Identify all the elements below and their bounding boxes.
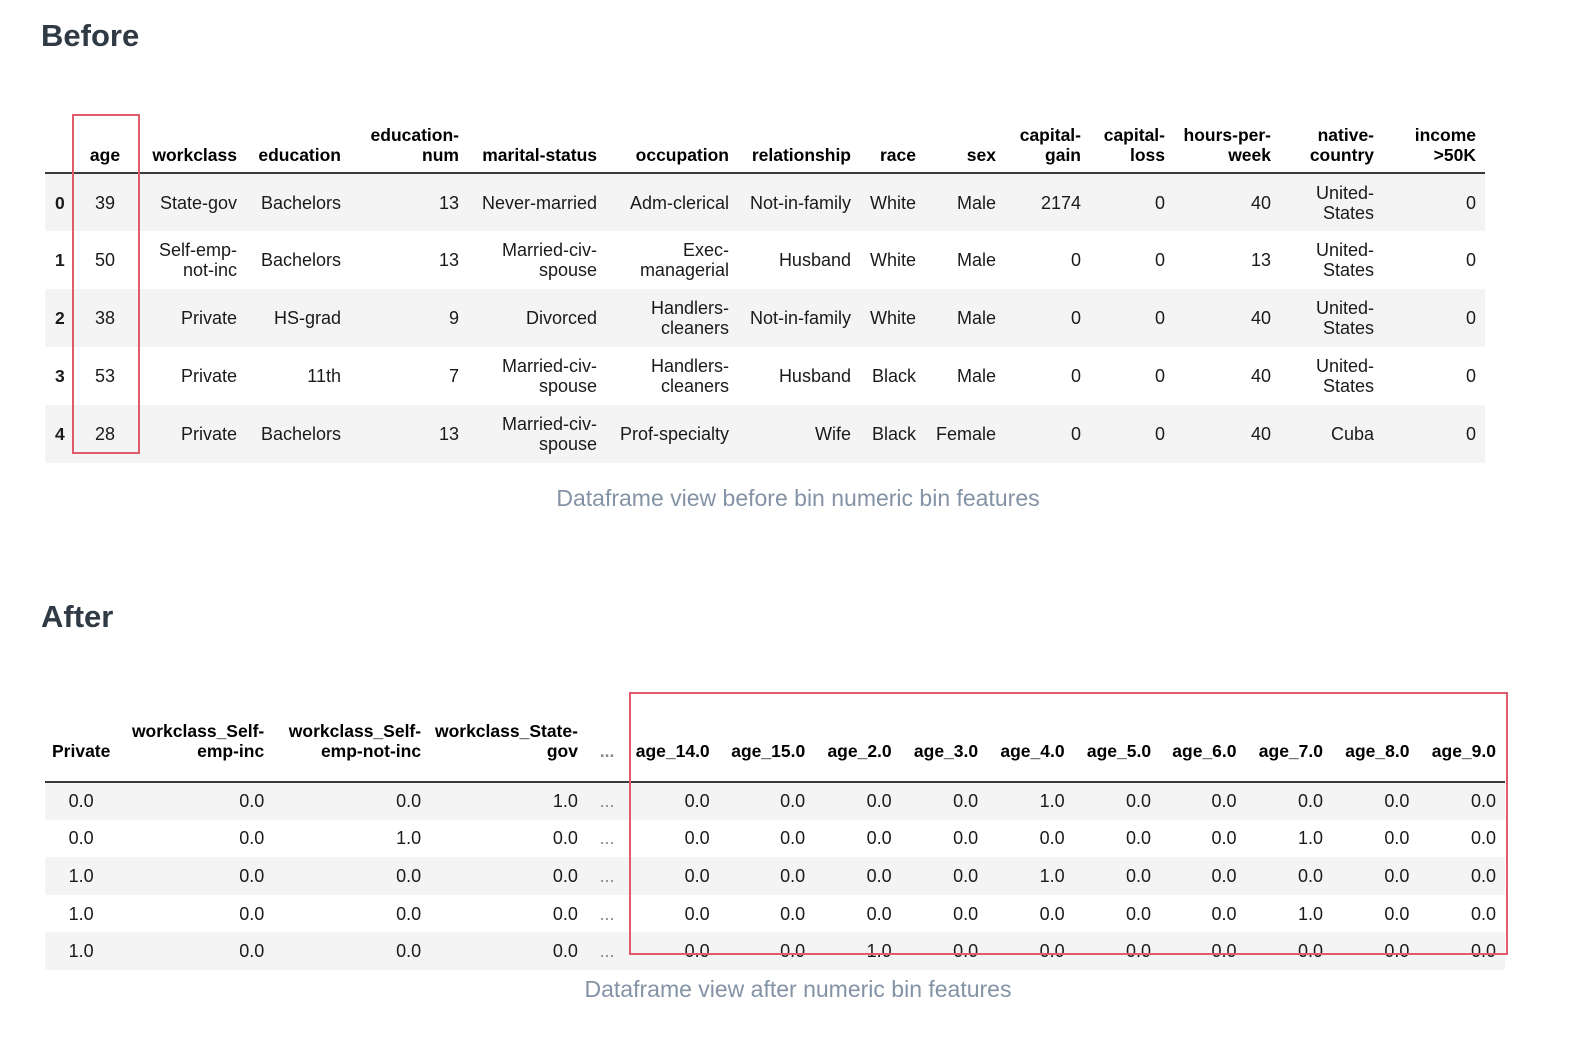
table-cell: 1.0: [1297, 903, 1323, 924]
column-header: education: [258, 145, 341, 165]
table-cell: 0.0: [1384, 828, 1410, 849]
table-row: [45, 895, 1505, 933]
table-cell: 0.0: [239, 903, 265, 924]
ellipsis-cell: ...: [599, 865, 615, 886]
table-cell: Married-civ-spouse: [501, 414, 597, 454]
column-header: workclass_State-gov: [434, 721, 578, 761]
column-header: capital-loss: [1103, 125, 1165, 165]
column-header: occupation: [635, 145, 729, 165]
table-cell: 0: [1070, 308, 1081, 328]
column-header: workclass_Self-emp-inc: [131, 721, 265, 761]
table-cell: 0.0: [953, 828, 979, 849]
table-cell: Black: [871, 424, 916, 444]
table-row: [45, 289, 1485, 347]
column-header-age: age: [89, 145, 121, 165]
table-cell-age: 39: [94, 192, 116, 213]
table-cell: 0.0: [1211, 941, 1237, 962]
table-cell: 40: [1250, 308, 1271, 328]
table-cell: Male: [956, 250, 996, 270]
table-cell: HS-grad: [273, 308, 341, 328]
table-row: [45, 173, 1485, 231]
table-cell: Married-civ-spouse: [501, 240, 597, 280]
table-row: [45, 820, 1505, 858]
table-cell: Female: [935, 424, 996, 444]
table-cell: Male: [956, 192, 996, 213]
table-row: [45, 782, 1505, 820]
ellipsis-cell: ...: [599, 791, 615, 812]
table-cell: 11th: [307, 366, 341, 386]
table-cell: United-States: [1315, 298, 1374, 338]
table-cell: 0.0: [1297, 791, 1323, 812]
table-cell: 0.0: [1126, 941, 1152, 962]
table-cell: Male: [956, 308, 996, 328]
table-cell: 0: [1465, 308, 1476, 328]
column-header: race: [879, 145, 916, 165]
ellipsis-column-header: ...: [599, 741, 615, 761]
table-cell: Cuba: [1330, 424, 1374, 444]
table-cell: 0.0: [684, 903, 710, 924]
table-cell: 0.0: [552, 903, 578, 924]
row-index: 1: [55, 250, 65, 270]
table-cell: 0.0: [684, 941, 710, 962]
table-cell: 1.0: [68, 865, 94, 886]
table-cell: 0.0: [396, 865, 422, 886]
column-header-age-bin: age_9.0: [1431, 741, 1496, 761]
column-header: native-country: [1309, 125, 1374, 165]
table-cell: 0.0: [552, 941, 578, 962]
column-header: Private: [52, 741, 111, 761]
column-header: capital-gain: [1019, 125, 1081, 165]
table-cell: 0.0: [953, 903, 979, 924]
row-index: 3: [55, 366, 65, 386]
table-cell: Bachelors: [260, 424, 341, 444]
table-row: [45, 405, 1485, 463]
ellipsis-cell: ...: [599, 941, 615, 962]
table-cell: 0: [1154, 366, 1165, 386]
table-cell: Married-civ-spouse: [501, 356, 597, 396]
table-cell: 0.0: [684, 828, 710, 849]
table-cell: 0.0: [1470, 903, 1496, 924]
table-cell: 0.0: [239, 865, 265, 886]
table-cell: 0.0: [1470, 828, 1496, 849]
table-cell: 0: [1465, 192, 1476, 213]
column-header-age-bin: age_14.0: [635, 741, 710, 761]
table-cell: Never-married: [481, 192, 597, 213]
row-index: 0: [55, 192, 65, 213]
table-cell: 0.0: [780, 865, 806, 886]
table-cell: 0.0: [239, 791, 265, 812]
table-cell: Not-in-family: [749, 308, 851, 328]
table-cell: White: [869, 250, 916, 270]
column-header-age-bin: age_3.0: [913, 741, 979, 761]
table-cell: Divorced: [525, 308, 597, 328]
table-cell: 0.0: [866, 791, 892, 812]
table-cell: United-States: [1315, 240, 1374, 280]
table-cell: 0.0: [1384, 941, 1410, 962]
table-cell: Handlers-cleaners: [650, 356, 729, 396]
ellipsis-cell: ...: [599, 903, 615, 924]
table-cell: 0.0: [953, 791, 979, 812]
table-cell: 0.0: [780, 941, 806, 962]
table-cell: 0.0: [1211, 903, 1237, 924]
table-cell: 0.0: [866, 903, 892, 924]
table-cell-age: 50: [94, 250, 116, 270]
table-cell: 0.0: [953, 941, 979, 962]
table-cell: Handlers-cleaners: [650, 298, 729, 338]
table-cell: Not-in-family: [749, 192, 851, 213]
table-cell-age: 53: [94, 366, 116, 386]
table-cell: 0.0: [1297, 865, 1323, 886]
table-cell: Prof-specialty: [619, 424, 729, 444]
table-cell: 0: [1070, 250, 1081, 270]
table-cell: 1.0: [866, 941, 892, 962]
table-cell: 40: [1250, 366, 1271, 386]
column-header: workclass: [152, 145, 237, 165]
after-caption: Dataframe view after numeric bin features: [584, 976, 1012, 1002]
table-cell: Black: [871, 366, 916, 386]
column-header-age-bin: age_6.0: [1172, 741, 1237, 761]
table-cell: 0.0: [1470, 791, 1496, 812]
before-caption: Dataframe view before bin numeric bin features: [556, 485, 1040, 511]
table-cell: 0.0: [1211, 828, 1237, 849]
table-cell: 9: [448, 308, 459, 328]
table-cell: 0.0: [866, 828, 892, 849]
table-cell: 0.0: [1039, 941, 1065, 962]
table-cell: 0.0: [684, 791, 710, 812]
column-header: workclass_Self-emp-not-inc: [288, 721, 422, 761]
column-header: [45, 103, 72, 173]
table-cell: 13: [1250, 250, 1271, 270]
table-cell: 0.0: [1384, 865, 1410, 886]
after-dataframe-table: [45, 693, 1505, 970]
table-cell: Male: [956, 366, 996, 386]
table-cell: 1.0: [68, 941, 94, 962]
table-row: [45, 231, 1485, 289]
table-cell: United-States: [1315, 182, 1374, 223]
table-cell: 40: [1250, 424, 1271, 444]
table-cell: Private: [180, 308, 237, 328]
table-cell: 1.0: [396, 828, 422, 849]
table-cell: 0.0: [1126, 791, 1152, 812]
table-cell: 0.0: [1384, 903, 1410, 924]
table-cell: State-gov: [159, 192, 237, 213]
table-cell: 0.0: [1211, 865, 1237, 886]
table-cell: 0.0: [239, 828, 265, 849]
table-cell: Husband: [778, 366, 851, 386]
table-cell: 0.0: [1039, 828, 1065, 849]
table-cell: 0.0: [396, 791, 422, 812]
table-cell: 0: [1154, 250, 1165, 270]
table-row: [45, 932, 1505, 970]
table-cell: Bachelors: [260, 250, 341, 270]
table-cell: 0.0: [1211, 791, 1237, 812]
table-cell: Husband: [778, 250, 851, 270]
table-cell: 0.0: [866, 865, 892, 886]
table-cell: 1.0: [68, 903, 94, 924]
table-cell-age: 28: [94, 424, 116, 444]
table-cell: 0.0: [68, 828, 94, 849]
table-cell: Private: [180, 366, 237, 386]
table-cell: 40: [1250, 192, 1271, 213]
table-cell: 0: [1154, 308, 1165, 328]
table-cell: 0.0: [1470, 865, 1496, 886]
column-header-age-bin: age_15.0: [731, 741, 806, 761]
table-cell: 0.0: [1126, 828, 1152, 849]
column-header-age-bin: age_7.0: [1258, 741, 1323, 761]
table-cell: 1.0: [1039, 791, 1065, 812]
table-cell: 13: [438, 424, 459, 444]
table-cell: Adm-clerical: [629, 192, 729, 213]
table-cell: 0.0: [396, 903, 422, 924]
table-cell: 1.0: [1297, 828, 1323, 849]
table-cell: 0.0: [68, 791, 94, 812]
column-header-age-bin: age_8.0: [1345, 741, 1410, 761]
table-cell: 1.0: [552, 791, 578, 812]
table-cell: 0.0: [953, 865, 979, 886]
table-cell: 0.0: [1126, 865, 1152, 886]
table-cell: 0.0: [1384, 791, 1410, 812]
table-header-row: [45, 103, 1485, 173]
table-cell: White: [869, 308, 916, 328]
table-cell: 0.0: [396, 941, 422, 962]
table-row: [45, 347, 1485, 405]
table-cell: 0.0: [780, 903, 806, 924]
ellipsis-cell: ...: [599, 828, 615, 849]
row-index: 2: [55, 308, 65, 328]
table-cell: 0.0: [1039, 903, 1065, 924]
table-cell: 0: [1154, 192, 1165, 213]
table-cell: 0.0: [780, 791, 806, 812]
column-header-age-bin: age_5.0: [1086, 741, 1152, 761]
table-cell: 7: [448, 366, 459, 386]
column-header-age-bin: age_4.0: [1000, 741, 1065, 761]
table-cell: Wife: [815, 424, 851, 444]
table-cell: 13: [438, 250, 459, 270]
table-cell: Self-emp-not-inc: [158, 240, 237, 280]
column-header: marital-status: [482, 145, 597, 165]
column-header: hours-per-week: [1183, 125, 1271, 165]
table-cell: Private: [180, 424, 237, 444]
table-cell: 0.0: [1297, 941, 1323, 962]
table-cell: 0: [1154, 424, 1165, 444]
table-cell: 0.0: [552, 828, 578, 849]
table-cell: United-States: [1315, 356, 1374, 396]
table-cell: 2174: [1040, 192, 1081, 213]
table-cell: Exec-managerial: [639, 240, 729, 280]
table-cell: 0: [1465, 366, 1476, 386]
table-cell: 0.0: [1126, 903, 1152, 924]
table-cell: 0.0: [1470, 941, 1496, 962]
column-header: relationship: [751, 145, 851, 165]
table-cell: Bachelors: [260, 192, 341, 213]
table-row: [45, 857, 1505, 895]
before-dataframe-table: [45, 103, 1485, 463]
table-cell: 0: [1465, 250, 1476, 270]
table-cell: 13: [438, 192, 459, 213]
table-cell: 0.0: [552, 865, 578, 886]
table-cell: 0: [1465, 424, 1476, 444]
table-cell: 0: [1070, 366, 1081, 386]
table-cell: White: [869, 192, 916, 213]
after-heading: After: [41, 599, 114, 634]
table-cell-age: 38: [94, 308, 116, 328]
table-cell: 1.0: [1039, 865, 1065, 886]
table-header-row: [45, 693, 1505, 782]
column-header: education-num: [370, 125, 459, 165]
table-cell: 0.0: [780, 828, 806, 849]
column-header: income >50K: [1414, 125, 1476, 165]
column-header: sex: [966, 145, 996, 165]
table-cell: 0: [1070, 424, 1081, 444]
column-header-age-bin: age_2.0: [827, 741, 892, 761]
row-index: 4: [55, 424, 65, 444]
table-cell: 0.0: [684, 865, 710, 886]
before-heading: Before: [41, 18, 140, 53]
table-cell: 0.0: [239, 941, 265, 962]
